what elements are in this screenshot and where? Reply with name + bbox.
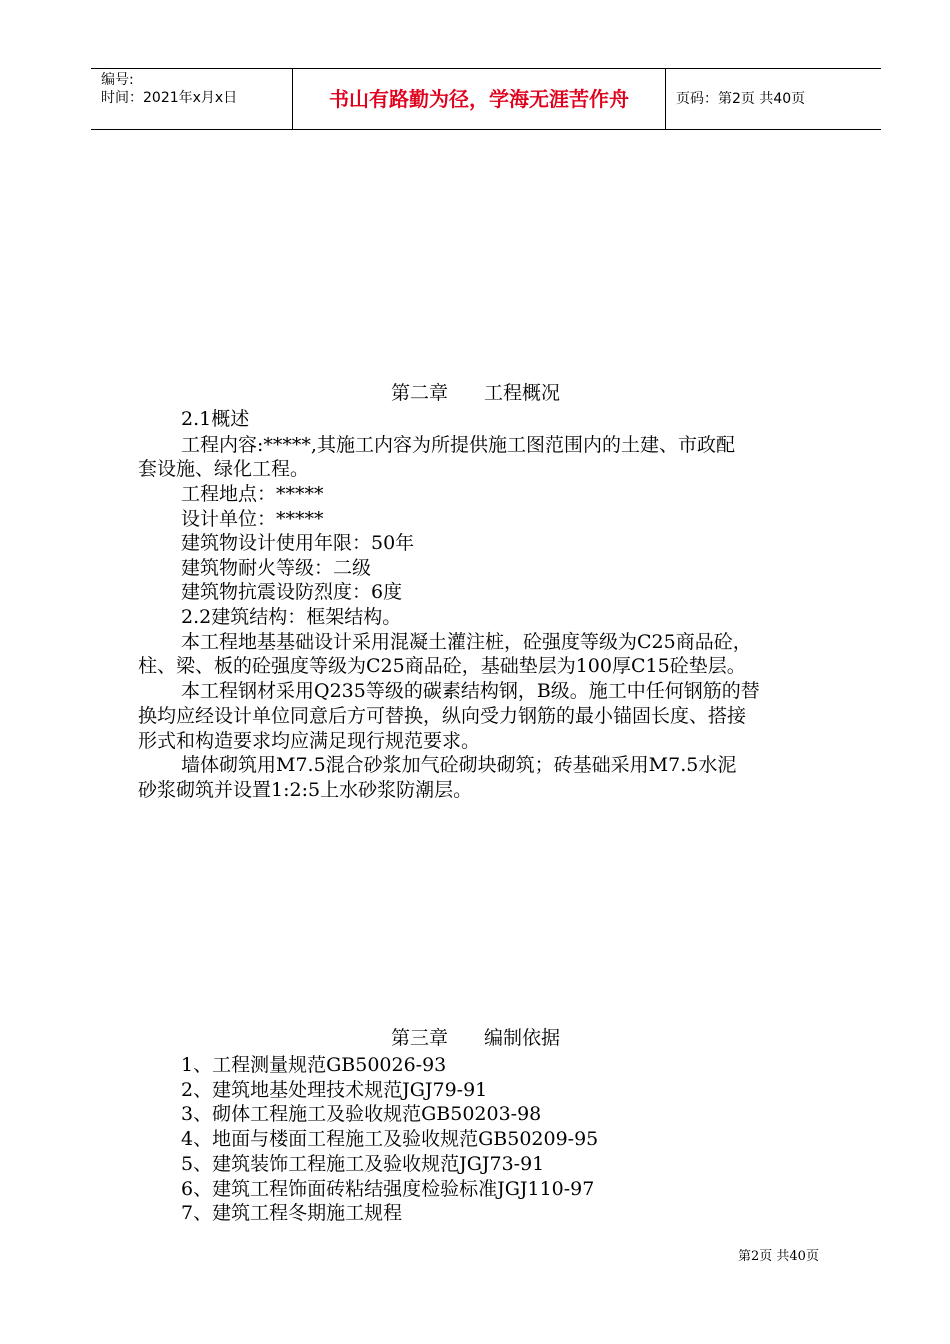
chapter-3-title [391, 1026, 560, 1050]
paragraph-line: 套设施、绿化工程。 [138, 458, 310, 480]
paragraph-line: 设计单位：***** [181, 508, 324, 530]
header-right-cell [666, 69, 881, 129]
reference-list-item: 5、建筑装饰工程施工及验收规范JGJ73-91 [181, 1153, 545, 1175]
header-page-number: 页码：第2页 共40页 [676, 91, 806, 107]
paragraph-line: 工程内容:*****,其施工内容为所提供施工图范围内的土建、市政配 [181, 434, 735, 456]
chapter-2-name: 工程概况 [484, 382, 561, 404]
paragraph-line: 本工程地基基础设计采用混凝土灌注桩，砼强度等级为C25商品砼， [181, 631, 752, 653]
paragraph-line: 建筑物设计使用年限：50年 [181, 532, 415, 554]
reference-list-item: 1、工程测量规范GB50026-93 [181, 1054, 447, 1076]
paragraph-line: 工程地点：***** [181, 483, 324, 505]
section-2-2-heading: 2.2建筑结构：框架结构。 [181, 606, 402, 628]
header-motto: 书山有路勤为径，学海无涯苦作舟 [329, 87, 629, 111]
reference-list-item: 2、建筑地基处理技术规范JGJ79-91 [181, 1079, 488, 1101]
paragraph-line: 建筑物耐火等级：二级 [181, 557, 372, 579]
header-motto-cell [292, 69, 666, 129]
chapter-3-name: 编制依据 [484, 1027, 561, 1049]
paragraph-line: 本工程钢材采用Q235等级的碳素结构钢，B级。施工中任何钢筋的替 [181, 680, 760, 702]
reference-list-item: 6、建筑工程饰面砖粘结强度检验标准JGJ110-97 [181, 1178, 595, 1200]
reference-list-item: 3、砌体工程施工及验收规范GB50203-98 [181, 1103, 542, 1125]
section-2-1-heading: 2.1概述 [181, 408, 250, 430]
paragraph-line: 墙体砌筑用M7.5混合砂浆加气砼砌块砌筑；砖基础采用M7.5水泥 [181, 754, 737, 776]
paragraph-line: 换均应经设计单位同意后方可替换，纵向受力钢筋的最小锚固长度、搭接 [138, 705, 747, 727]
page-header [91, 68, 881, 130]
chapter-2-title [391, 381, 560, 405]
footer-page-number: 第2页 共40页 [738, 1249, 819, 1264]
paragraph-line: 形式和构造要求均应满足现行规范要求。 [138, 730, 481, 752]
header-left-cell [91, 69, 292, 129]
reference-list-item: 7、建筑工程冬期施工规程 [181, 1202, 403, 1224]
document-number-label: 编号: [101, 72, 134, 88]
reference-list-item: 4、地面与楼面工程施工及验收规范GB50209-95 [181, 1128, 599, 1150]
document-time-label: 时间：2021年x月x日 [101, 90, 238, 106]
chapter-3-number: 第三章 [391, 1027, 449, 1049]
paragraph-line: 砂浆砌筑并设置1:2:5上水砂浆防潮层。 [138, 779, 473, 801]
paragraph-line: 柱、梁、板的砼强度等级为C25商品砼，基础垫层为100厚C15砼垫层。 [138, 655, 746, 677]
chapter-2-number: 第二章 [391, 382, 449, 404]
paragraph-line: 建筑物抗震设防烈度：6度 [181, 581, 403, 603]
